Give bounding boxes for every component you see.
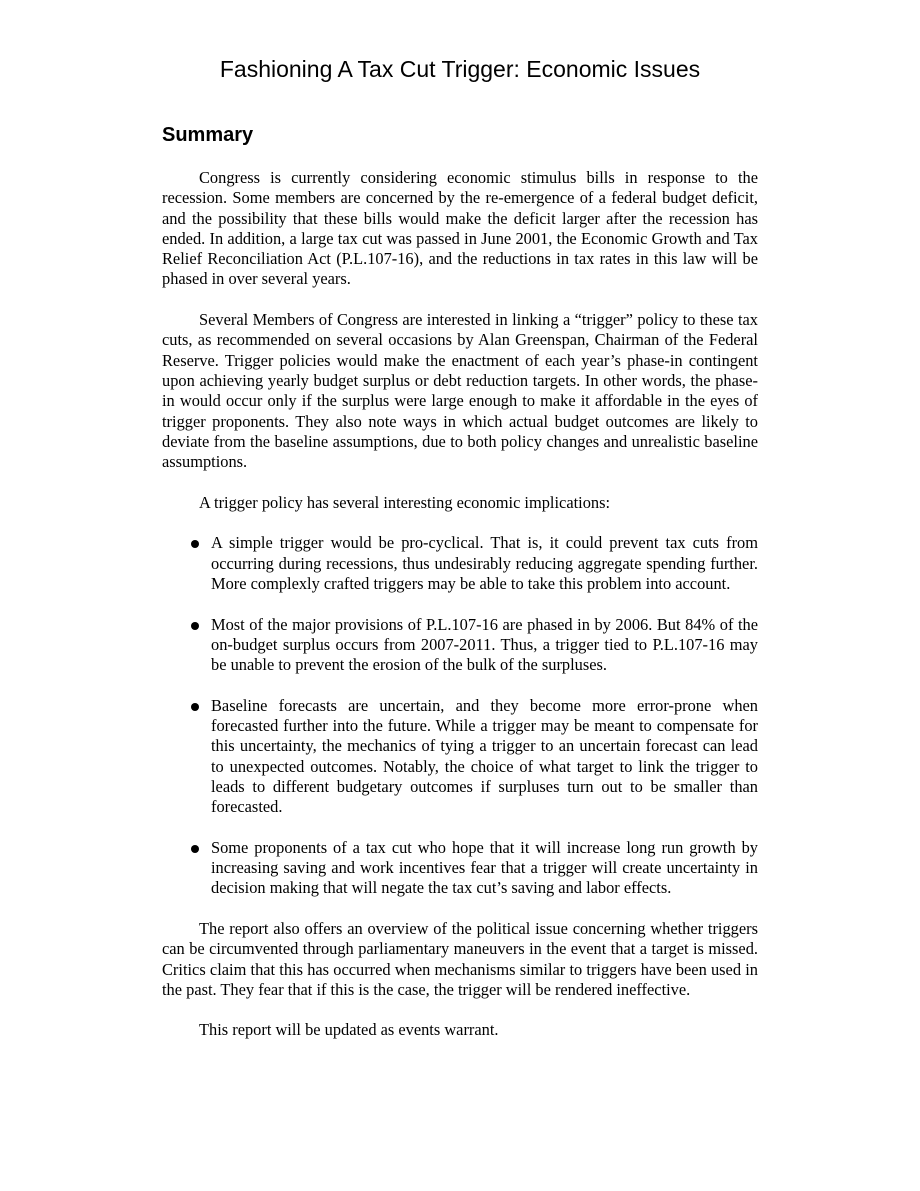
paragraph: The report also offers an overview of the political issue concerning whether triggers can be circumvented through parliamentary maneuvers in the event that a target is missed. Critics claim that this has occurred when mechanisms similar to triggers have been used in the past. They fear that if this is the case, the trigger will be rendered ineffective. [162,918,758,999]
bullet-text: Some proponents of a tax cut who hope that it will increase long run growth by increasing saving and work incentives fear that a trigger will create uncertainty in decision making that will negate the tax cut’s saving and labor effects. [211,837,758,898]
bullet-item [162,838,758,899]
paragraph: This report will be updated as events warrant. [199,1020,499,1040]
bullet-text: A simple trigger would be pro-cyclical. That is, it could prevent tax cuts from occurring during recessions, thus undesirably reducing aggregate spending further. More complexly crafted triggers may be able to take this problem into account. [211,533,758,593]
bullet-item [162,615,758,676]
document-body [162,168,758,1041]
bullet-list [162,533,758,898]
paragraph: A trigger policy has several interesting economic implications: [199,492,611,512]
bullet-text: Baseline forecasts are uncertain, and they become more error-prone when forecasted further into the future. While a trigger may be meant to compensate for this uncertainty, the mechanics of tying a trigger to an uncertain forecast can lead to unexpected outcomes. Notably, the choice of what target to link the trigger to leads to different budgetary outcomes if surpluses turn out to be smaller than forecasted. [211,695,758,817]
paragraph: Several Members of Congress are interested in linking a “trigger” policy to these tax cuts, as recommended on several occasions by Alan Greenspan, Chairman of the Federal Reserve. Trigger policies would make the enactment of each year’s phase-in contingent upon achieving yearly budget surplus or debt reduction targets. In other words, the phase-in would occur only if the surplus were large enough to make it affordable in the eyes of trigger proponents. They also note ways in which actual budget outcomes are likely to deviate from the baseline assumptions, due to both policy changes and unrealistic baseline assumptions. [162,310,758,472]
bullet-icon [191,622,199,630]
bullet-text: Most of the major provisions of P.L.107-16 are phased in by 2006. But 84% of the on-budget surplus occurs from 2007-2011. Thus, a trigger tied to P.L.107-16 may be unable to prevent the erosion of the bulk of the surpluses. [211,614,758,675]
paragraph: Congress is currently considering economic stimulus bills in response to the recession. Some members are concerned by the re-emergence of a federal budget deficit, and the possibility that these bills would make the deficit larger after the recession has ended. In addition, a large tax cut was passed in June 2001, the Economic Growth and Tax Relief Reconciliation Act (P.L.107-16), and the reductions in tax rates in this law will be phased in over several years. [162,168,758,289]
section-heading-summary: Summary [162,124,254,146]
bullet-item [162,533,758,594]
bullet-icon [191,703,199,711]
bullet-item [162,696,758,818]
bullet-icon [191,540,199,548]
document-title: Fashioning A Tax Cut Trigger: Economic Issues [219,56,701,82]
bullet-icon [191,845,199,853]
